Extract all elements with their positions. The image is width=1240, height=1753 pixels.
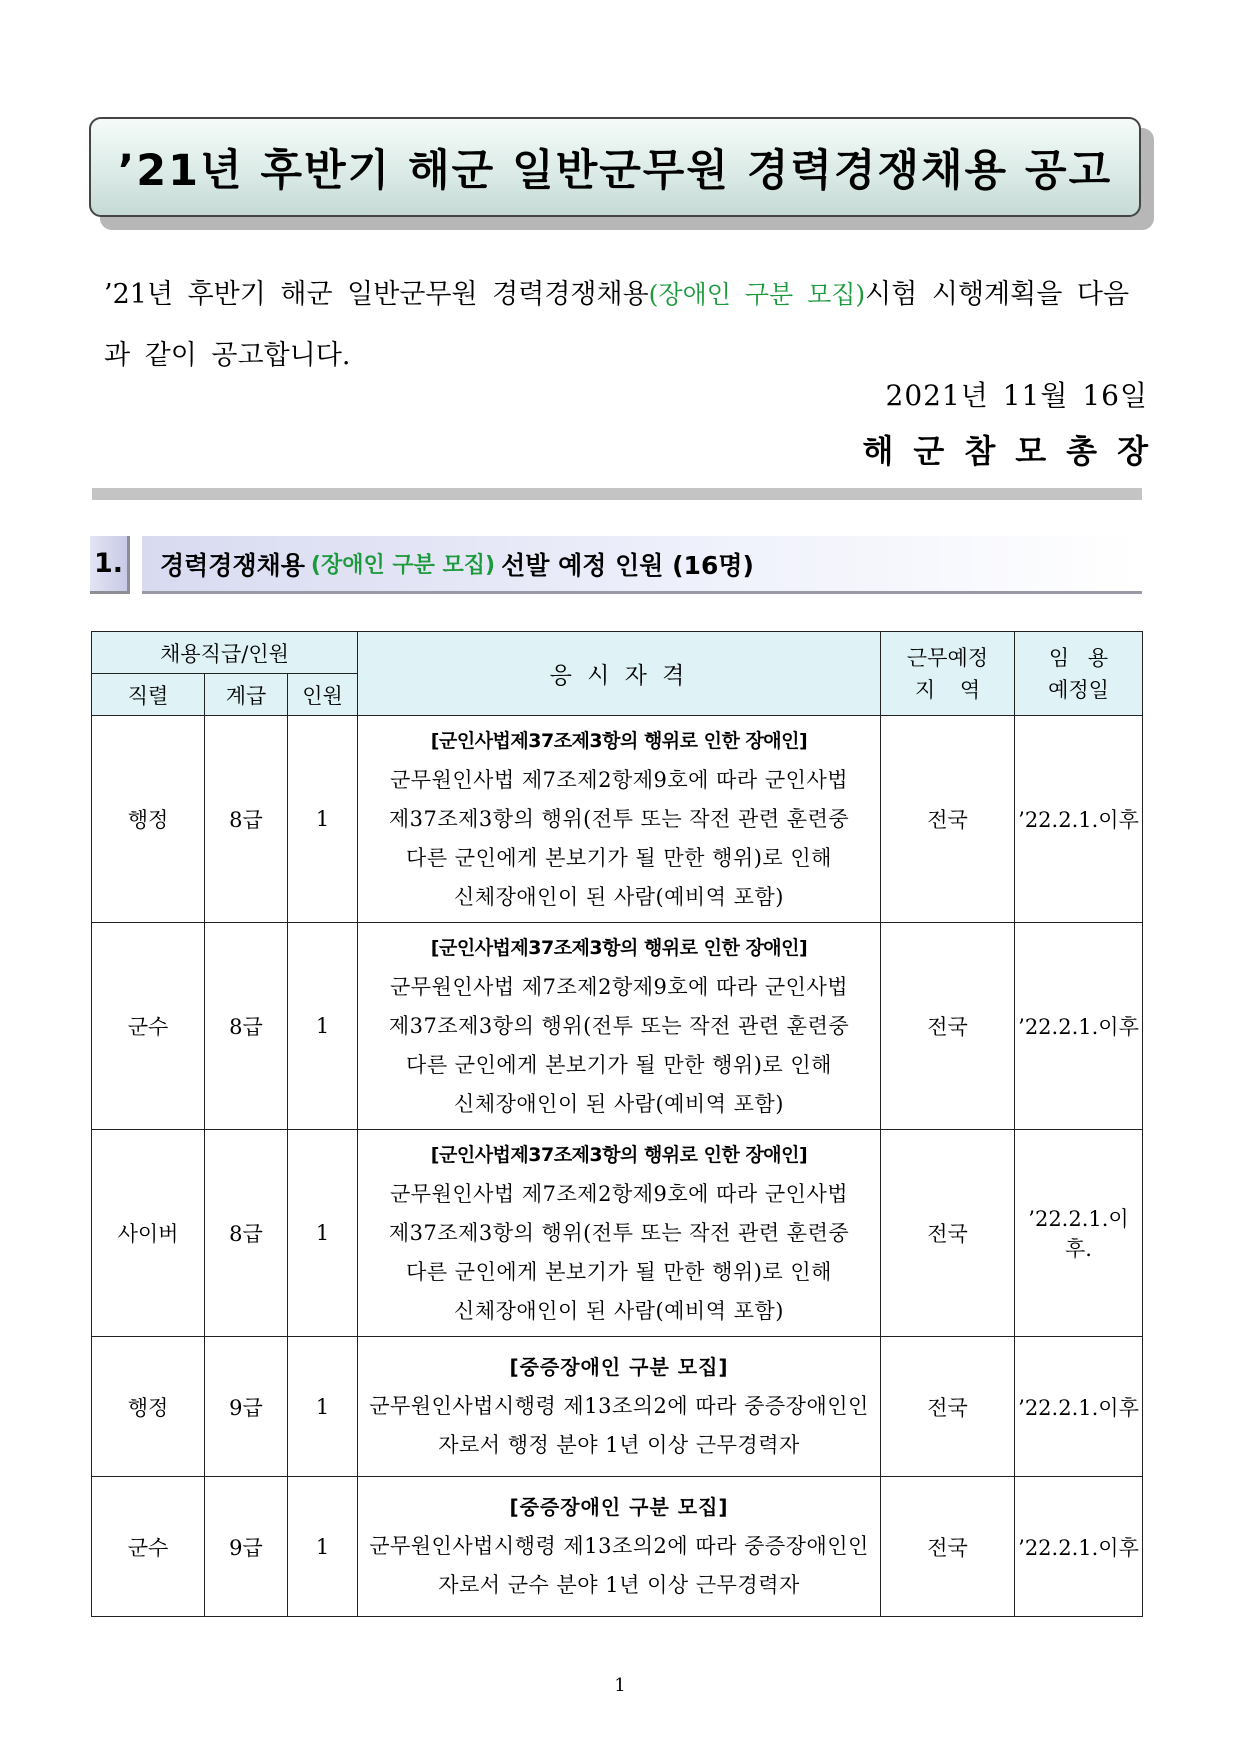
qualification-line: 다른 군인에게 본보기가 될 만한 행위)로 인해 xyxy=(406,1052,832,1077)
cell-region: 전국 xyxy=(881,1130,1015,1337)
page-title-text: ’21년 후반기 해군 일반군무원 경력경쟁채용 공고 xyxy=(117,145,1113,196)
cell-region: 전국 xyxy=(881,716,1015,923)
cell-qualification xyxy=(358,1130,881,1337)
cell-grade: 8급 xyxy=(205,1130,288,1337)
cell-count: 1 xyxy=(288,923,358,1130)
cell-appoint: ’22.2.1.이후 xyxy=(1015,1337,1143,1477)
qualification-heading: [중증장애인 구분 모집] xyxy=(509,1355,729,1379)
qualification-line: 다른 군인에게 본보기가 될 만한 행위)로 인해 xyxy=(406,1259,832,1284)
cell-count: 1 xyxy=(288,716,358,923)
section-title-pre: 경력경쟁채용 xyxy=(160,550,305,580)
qualification-line: 다른 군인에게 본보기가 될 만한 행위)로 인해 xyxy=(406,845,832,870)
divider-bar xyxy=(92,488,1142,500)
qualification-line: 제37조제3항의 행위(전투 또는 작전 관련 훈련중 xyxy=(388,1013,850,1038)
qualification-line: 신체장애인이 된 사람(예비역 포함) xyxy=(454,1091,784,1116)
table-row xyxy=(92,923,1143,1130)
cell-series: 사이버 xyxy=(92,1130,205,1337)
intro-paragraph xyxy=(104,264,1154,386)
qualification-line: 군무원인사법 제7조제2항제9호에 따라 군인사법 xyxy=(389,1181,849,1206)
header-grade: 계급 xyxy=(205,674,288,716)
recruitment-table xyxy=(91,631,1143,1617)
section-title-post: 선발 예정 인원 (16명) xyxy=(501,550,754,580)
cell-region: 전국 xyxy=(881,1477,1015,1617)
cell-appoint: ’22.2.1.이후 xyxy=(1015,1477,1143,1617)
header-count: 인원 xyxy=(288,674,358,716)
qualification-heading: [중증장애인 구분 모집] xyxy=(509,1495,729,1519)
intro-text-1: ’21년 후반기 해군 일반군무원 경력경쟁채용 xyxy=(104,279,649,310)
qualification-line: 제37조제3항의 행위(전투 또는 작전 관련 훈련중 xyxy=(388,1220,850,1245)
qualification-line: 군무원인사법 제7조제2항제9호에 따라 군인사법 xyxy=(389,974,849,999)
cell-qualification xyxy=(358,1337,881,1477)
header-appoint xyxy=(1015,632,1143,716)
announcement-author: 해군참모총장 xyxy=(862,432,1168,470)
qualification-line: 군무원인사법시행령 제13조의2에 따라 중증장애인인 xyxy=(369,1534,869,1558)
cell-grade: 9급 xyxy=(205,1337,288,1477)
table-row xyxy=(92,1130,1143,1337)
section-title-highlight: (장애인 구분 모집) xyxy=(310,553,496,578)
header-qualification: 응 시 자 격 xyxy=(358,632,881,716)
cell-grade: 9급 xyxy=(205,1477,288,1617)
cell-series: 군수 xyxy=(92,923,205,1130)
table-row xyxy=(92,716,1143,923)
qualification-line: 자로서 행정 분야 1년 이상 근무경력자 xyxy=(438,1433,800,1457)
qualification-line: 제37조제3항의 행위(전투 또는 작전 관련 훈련중 xyxy=(388,806,850,831)
cell-qualification xyxy=(358,923,881,1130)
cell-region: 전국 xyxy=(881,923,1015,1130)
cell-count: 1 xyxy=(288,1337,358,1477)
cell-appoint: ’22.2.1.이후 xyxy=(1015,716,1143,923)
cell-qualification xyxy=(358,1477,881,1617)
header-region-line2: 지 역 xyxy=(914,677,981,702)
cell-count: 1 xyxy=(288,1477,358,1617)
cell-region: 전국 xyxy=(881,1337,1015,1477)
page-title xyxy=(89,117,1141,217)
intro-text-2: 시험 시행계획을 다음과 같이 공고합니다. xyxy=(104,279,1130,371)
header-group: 채용직급/인원 xyxy=(92,632,358,674)
cell-grade: 8급 xyxy=(205,923,288,1130)
intro-highlight: (장애인 구분 모집) xyxy=(648,280,866,309)
announcement-date: 2021년 11월 16일 xyxy=(885,379,1148,412)
section-number: 1. xyxy=(90,536,130,594)
qualification-line: 자로서 군수 분야 1년 이상 근무경력자 xyxy=(438,1573,800,1597)
qualification-line: 신체장애인이 된 사람(예비역 포함) xyxy=(454,1298,784,1323)
cell-series: 군수 xyxy=(92,1477,205,1617)
header-series: 직렬 xyxy=(92,674,205,716)
page-number: 1 xyxy=(614,1675,626,1696)
qualification-line: 군무원인사법 제7조제2항제9호에 따라 군인사법 xyxy=(389,767,849,792)
cell-appoint: ’22.2.1.이후. xyxy=(1015,1130,1143,1337)
qualification-heading: [군인사법제37조제3항의 행위로 인한 장애인] xyxy=(430,729,808,752)
cell-qualification xyxy=(358,716,881,923)
qualification-heading: [군인사법제37조제3항의 행위로 인한 장애인] xyxy=(430,1143,808,1166)
qualification-line: 신체장애인이 된 사람(예비역 포함) xyxy=(454,884,784,909)
table-row xyxy=(92,1337,1143,1477)
cell-grade: 8급 xyxy=(205,716,288,923)
header-appoint-line2: 예정일 xyxy=(1048,677,1109,702)
qualification-line: 군무원인사법시행령 제13조의2에 따라 중증장애인인 xyxy=(369,1394,869,1418)
section-heading xyxy=(142,536,1142,594)
cell-count: 1 xyxy=(288,1130,358,1337)
cell-appoint: ’22.2.1.이후 xyxy=(1015,923,1143,1130)
qualification-heading: [군인사법제37조제3항의 행위로 인한 장애인] xyxy=(430,936,808,959)
cell-series: 행정 xyxy=(92,1337,205,1477)
header-region-line1: 근무예정 xyxy=(906,645,989,670)
header-appoint-line1: 임 용 xyxy=(1048,645,1109,670)
header-region xyxy=(881,632,1015,716)
cell-series: 행정 xyxy=(92,716,205,923)
table-row xyxy=(92,1477,1143,1617)
